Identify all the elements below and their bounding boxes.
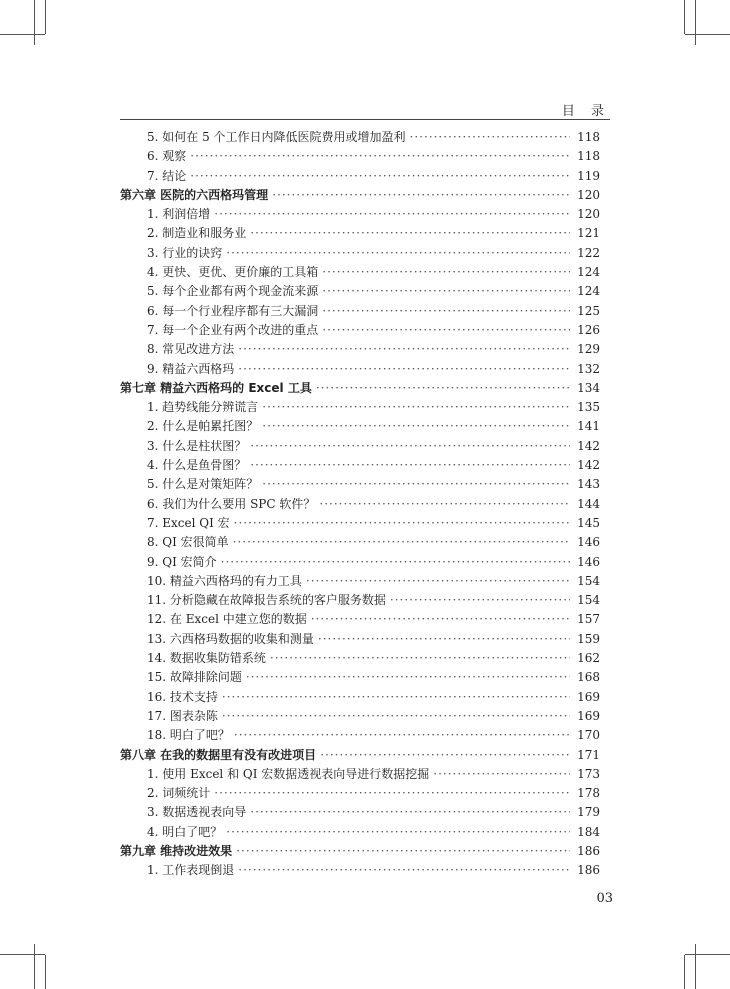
toc-entry-page: 134 <box>577 380 600 395</box>
toc-entry-title: 6. 我们为什么要用 SPC 软件？ <box>147 496 316 511</box>
toc-entry-page: 170 <box>577 728 600 743</box>
toc-entry-page: 146 <box>577 554 600 569</box>
toc-item-row[interactable] <box>120 340 600 359</box>
toc-entry-page: 124 <box>577 284 600 299</box>
dot-leader <box>222 707 570 726</box>
toc-item-row[interactable] <box>120 765 600 784</box>
toc-entry-title: 1. 使用 Excel 和 QI 宏数据透视表向导进行数据挖掘 <box>147 766 430 781</box>
toc-entry-page: 144 <box>577 496 600 511</box>
toc-entry-title: 4. 明白了吧？ <box>147 824 223 839</box>
dot-leader <box>236 842 570 861</box>
toc-item-row[interactable] <box>120 282 600 301</box>
toc-entry-page: 154 <box>577 593 600 608</box>
dot-leader <box>272 186 570 205</box>
toc-entry-page: 145 <box>577 515 600 530</box>
toc-chapter-row[interactable] <box>120 746 600 765</box>
toc-item-row[interactable] <box>120 167 600 186</box>
toc-item-row[interactable] <box>120 572 600 591</box>
toc-item-row[interactable] <box>120 321 600 340</box>
toc-entry-title: 第九章 维持改进效果 <box>120 843 233 858</box>
toc-entry-page: 119 <box>577 168 600 183</box>
dot-leader <box>322 263 570 282</box>
toc-entry-page: 124 <box>577 265 600 280</box>
toc-entry-title: 14. 数据收集防错系统 <box>147 651 266 666</box>
crop-mark-bottom-left-v <box>34 944 35 989</box>
toc-entry-title: 2. 制造业和服务业 <box>147 226 247 241</box>
dot-leader <box>233 533 570 552</box>
dot-leader <box>322 321 570 340</box>
toc-entry-title: 1. 趋势线能分辨谎言 <box>147 400 259 415</box>
toc-entry-title: 6. 观察 <box>147 149 187 164</box>
toc-entry-title: 7. 每一个企业有两个改进的重点 <box>147 322 319 337</box>
dot-leader <box>221 553 570 572</box>
page-number: 03 <box>596 891 613 906</box>
toc-entry-page: 157 <box>577 612 600 627</box>
toc-item-row[interactable] <box>120 649 600 668</box>
toc-entry-page: 184 <box>577 824 600 839</box>
dot-leader <box>319 495 570 514</box>
toc-entry-title: 3. 数据透视表向导 <box>147 805 247 820</box>
crop-mark-top-left-h <box>0 34 45 35</box>
toc-item-row[interactable] <box>120 823 600 842</box>
toc-item-row[interactable] <box>120 668 600 687</box>
toc-entry-title: 2. 什么是帕累托图？ <box>147 419 259 434</box>
dot-leader <box>250 456 570 475</box>
toc-entry-page: 171 <box>577 747 600 762</box>
running-header: 目 录 <box>561 104 610 119</box>
toc-entry-page: 169 <box>577 689 600 704</box>
dot-leader <box>238 360 570 379</box>
dot-leader <box>390 591 570 610</box>
toc-entry-page: 142 <box>577 438 600 453</box>
toc-entry-page: 186 <box>577 843 600 858</box>
toc-entry-title: 5. 什么是对策矩阵？ <box>147 477 259 492</box>
toc-chapter-row[interactable] <box>120 186 600 205</box>
toc-entry-title: 12. 在 Excel 中建立您的数据 <box>147 612 307 627</box>
toc-entry-title: 8. 常见改进方法 <box>147 342 235 357</box>
crop-mark-top-right-h <box>685 34 730 35</box>
toc-entry-title: 1. 利润倍增 <box>147 207 211 222</box>
toc-entry-title: 3. 行业的诀窍 <box>147 245 223 260</box>
toc-item-row[interactable] <box>120 707 600 726</box>
crop-mark-bottom-right-v2 <box>684 955 685 989</box>
toc-entry-page: 135 <box>577 400 600 415</box>
toc-entry-page: 122 <box>577 245 600 260</box>
toc-entry-title: 11. 分析隐藏在故障报告系统的客户服务数据 <box>147 593 386 608</box>
dot-leader <box>322 302 570 321</box>
dot-leader <box>262 417 570 436</box>
toc-entry-page: 162 <box>577 651 600 666</box>
toc-item-row[interactable] <box>120 591 600 610</box>
dot-leader <box>250 803 570 822</box>
toc-entry-page: 141 <box>577 419 600 434</box>
toc-item-row[interactable] <box>120 495 600 514</box>
toc-item-row[interactable] <box>120 726 600 745</box>
toc-entry-title: 8. QI 宏很简单 <box>147 535 229 550</box>
crop-mark-top-right-v <box>695 0 696 45</box>
toc-item-row[interactable] <box>120 302 600 321</box>
toc-item-row[interactable] <box>120 610 600 629</box>
toc-item-row[interactable] <box>120 688 600 707</box>
dot-leader <box>250 437 570 456</box>
toc-entry-title: 7. 结论 <box>147 168 187 183</box>
toc-entry-page: 159 <box>577 631 600 646</box>
dot-leader <box>246 668 570 687</box>
toc-item-row[interactable] <box>120 224 600 243</box>
dot-leader <box>234 726 570 745</box>
toc-item-row[interactable] <box>120 360 600 379</box>
crop-mark-top-left-v2 <box>45 0 46 34</box>
dot-leader <box>262 398 570 417</box>
toc-entry-page: 143 <box>577 477 600 492</box>
toc-entry-title: 第七章 精益六西格玛的 Excel 工具 <box>120 380 312 395</box>
toc-item-row[interactable] <box>120 205 600 224</box>
toc-entry-page: 173 <box>577 766 600 781</box>
dot-leader <box>318 630 570 649</box>
toc-item-row[interactable] <box>120 244 600 263</box>
crop-mark-bottom-left-v2 <box>45 955 46 989</box>
toc-entry-title: 5. 如何在 5 个工作日内降低医院费用或增加盈利 <box>147 130 406 144</box>
crop-mark-bottom-left-h <box>0 954 45 955</box>
dot-leader <box>262 475 570 494</box>
toc-entry-page: 169 <box>577 708 600 723</box>
toc-item-row[interactable] <box>120 784 600 803</box>
toc-item-row[interactable] <box>120 417 600 436</box>
header-rule <box>120 119 610 120</box>
dot-leader <box>311 610 570 629</box>
toc-entry-title: 1. 工作表现倒退 <box>147 863 235 878</box>
toc-item-row[interactable] <box>120 456 600 475</box>
toc-entry-title: 4. 更快、更优、更价廉的工具箱 <box>147 265 319 280</box>
toc-entry-title: 第六章 医院的六西格玛管理 <box>120 187 269 202</box>
dot-leader <box>190 147 570 166</box>
toc-item-row[interactable] <box>120 128 600 147</box>
dot-leader <box>238 861 570 880</box>
toc-item-row[interactable] <box>120 475 600 494</box>
toc-entry-page: 120 <box>577 187 600 202</box>
dot-leader <box>410 128 570 147</box>
dot-leader <box>226 244 570 263</box>
toc-item-row[interactable] <box>120 861 600 880</box>
toc-entry-page: 120 <box>577 207 600 222</box>
toc-entry-page: 125 <box>577 303 600 318</box>
toc-item-row[interactable] <box>120 553 600 572</box>
crop-mark-top-right-v2 <box>684 0 685 34</box>
toc-entry-title: 13. 六西格玛数据的收集和测量 <box>147 631 314 646</box>
toc-item-row[interactable] <box>120 398 600 417</box>
toc-entry-page: 118 <box>577 130 600 144</box>
toc-entry-page: 129 <box>577 342 600 357</box>
crop-mark-bottom-right-v <box>695 944 696 989</box>
toc-entry-page: 168 <box>577 670 600 685</box>
toc-entry-title: 2. 词频统计 <box>147 786 211 801</box>
toc-entry-title: 16. 技术支持 <box>147 689 218 704</box>
toc-entry-page: 186 <box>577 863 600 878</box>
toc-chapter-row[interactable] <box>120 842 600 861</box>
dot-leader <box>238 340 570 359</box>
dot-leader <box>250 224 570 243</box>
crop-mark-bottom-right-h <box>685 954 730 955</box>
toc-item-row[interactable] <box>120 147 600 166</box>
toc-entry-title: 10. 精益六西格玛的有力工具 <box>147 573 302 588</box>
toc-item-row[interactable] <box>120 514 600 533</box>
table-of-contents <box>120 128 600 881</box>
toc-entry-page: 121 <box>577 226 600 241</box>
dot-leader <box>226 823 570 842</box>
toc-entry-title: 第八章 在我的数据里有没有改进项目 <box>120 747 317 762</box>
toc-entry-page: 154 <box>577 573 600 588</box>
toc-entry-title: 6. 每一个行业程序都有三大漏洞 <box>147 303 319 318</box>
dot-leader <box>214 205 570 224</box>
toc-entry-page: 126 <box>577 322 600 337</box>
toc-entry-page: 178 <box>577 786 600 801</box>
dot-leader <box>306 572 570 591</box>
toc-entry-title: 3. 什么是柱状图？ <box>147 438 247 453</box>
toc-item-row[interactable] <box>120 437 600 456</box>
toc-item-row[interactable] <box>120 533 600 552</box>
toc-entry-title: 9. QI 宏简介 <box>147 554 217 569</box>
dot-leader <box>320 746 570 765</box>
dot-leader <box>316 379 570 398</box>
toc-item-row[interactable] <box>120 263 600 282</box>
dot-leader <box>270 649 570 668</box>
toc-entry-title: 17. 图表杂陈 <box>147 708 218 723</box>
toc-entry-page: 179 <box>577 805 600 820</box>
dot-leader <box>222 688 570 707</box>
toc-item-row[interactable] <box>120 803 600 822</box>
dot-leader <box>190 167 570 186</box>
toc-entry-page: 132 <box>577 361 600 376</box>
toc-entry-title: 9. 精益六西格玛 <box>147 361 235 376</box>
crop-mark-top-left-v <box>34 0 35 45</box>
toc-entry-title: 15. 故障排除问题 <box>147 670 242 685</box>
toc-entry-title: 4. 什么是鱼骨图？ <box>147 458 247 473</box>
toc-entry-page: 142 <box>577 458 600 473</box>
dot-leader <box>322 282 570 301</box>
dot-leader <box>433 765 570 784</box>
toc-entry-title: 5. 每个企业都有两个现金流来源 <box>147 284 319 299</box>
toc-entry-page: 118 <box>577 149 600 164</box>
toc-item-row[interactable] <box>120 630 600 649</box>
dot-leader <box>214 784 570 803</box>
toc-entry-title: 18. 明白了吧？ <box>147 728 230 743</box>
toc-chapter-row[interactable] <box>120 379 600 398</box>
dot-leader <box>234 514 570 533</box>
toc-entry-page: 146 <box>577 535 600 550</box>
toc-entry-title: 7. Excel QI 宏 <box>147 515 230 530</box>
